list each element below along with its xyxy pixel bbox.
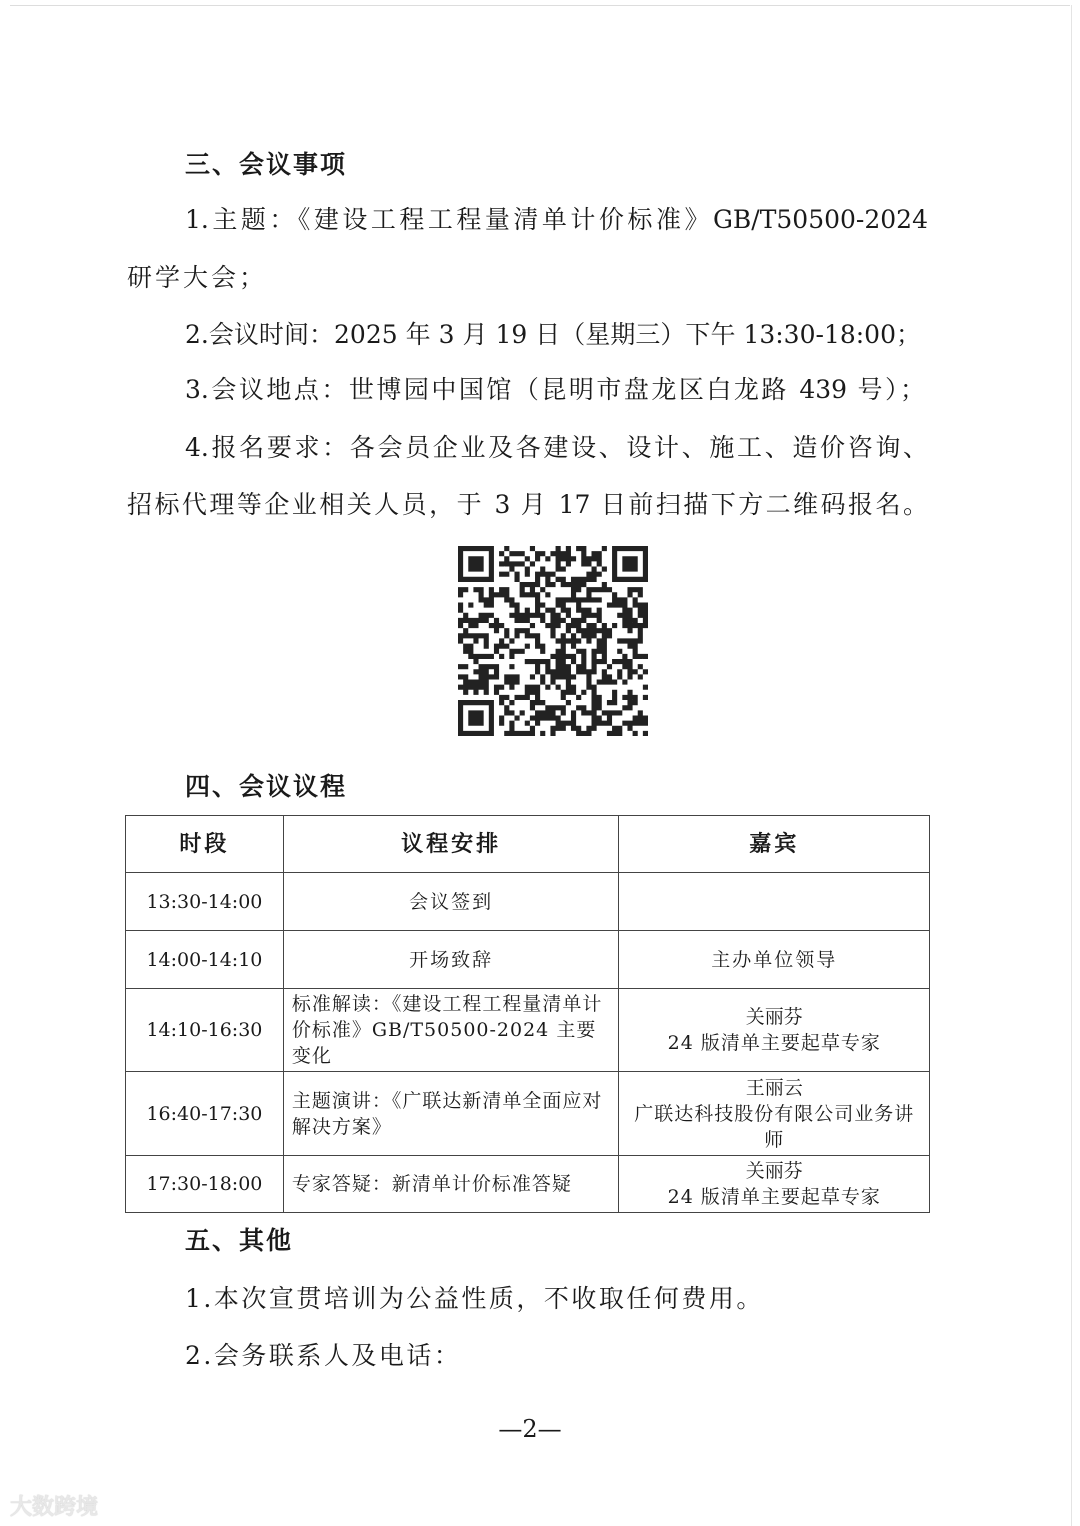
watermark-logo: 大数跨境 (10, 1495, 99, 1520)
section5-heading: 五、其他 (185, 1226, 294, 1255)
guest-title: 24 版清单主要起草专家 (667, 1186, 881, 1208)
guest-name: 关丽芬 (745, 1006, 803, 1028)
header-time: 时段 (126, 816, 284, 873)
agenda-table (125, 815, 930, 1213)
agenda-cell: 标准解读：《建设工程工程量清单计价标准》GB/T50500-2024 主要变化 (283, 989, 619, 1072)
table-row (126, 873, 930, 931)
agenda-cell: 专家答疑：新清单计价标准答疑 (283, 1156, 619, 1213)
page-border-right (1071, 5, 1072, 1526)
guest-title: 广联达科技股份有限公司业务讲师 (634, 1102, 915, 1151)
guest-cell (619, 873, 930, 931)
guest-cell (619, 989, 930, 1072)
time-cell: 13:30-14:00 (126, 873, 284, 931)
table-row (126, 989, 930, 1072)
guest-name: 王丽云 (745, 1076, 803, 1099)
guest-cell: 主办单位领导 (619, 931, 930, 989)
section5-item2: 2.会务联系人及电话： (185, 1341, 462, 1370)
table-row (126, 1072, 930, 1156)
table-row (126, 1156, 930, 1213)
guest-name: 关丽芬 (745, 1160, 803, 1182)
table-header-row (126, 816, 930, 873)
item1-line1: 1.主题：《建设工程工程量清单计价标准》GB/T50500-2024 (185, 205, 928, 234)
item2: 2.会议时间：2025 年 3 月 19 日（星期三）下午 13:30-18:00； (185, 320, 921, 349)
agenda-cell: 开场致辞 (283, 931, 619, 989)
item1-line2: 研学大会； (127, 263, 268, 292)
agenda-cell: 会议签到 (283, 873, 619, 931)
time-cell: 16:40-17:30 (126, 1072, 284, 1156)
registration-qr-code[interactable] (458, 545, 648, 737)
item3: 3.会议地点：世博园中国馆（昆明市盘龙区白龙路 439 号）； (185, 375, 925, 404)
time-cell: 17:30-18:00 (126, 1156, 284, 1213)
page-border-top (10, 5, 1070, 6)
table-row (126, 931, 930, 989)
time-cell: 14:10-16:30 (126, 989, 284, 1072)
guest-title: 24 版清单主要起草专家 (667, 1032, 881, 1054)
header-agenda: 议程安排 (283, 816, 619, 873)
item4-line2: 招标代理等企业相关人员，于 3 月 17 日前扫描下方二维码报名。 (127, 490, 928, 519)
page-number: —2— (498, 1415, 562, 1443)
item4-line1: 4.报名要求：各会员企业及各建设、设计、施工、造价咨询、 (185, 433, 928, 462)
section3-heading: 三、会议事项 (185, 150, 348, 179)
guest-cell (619, 1156, 930, 1213)
agenda-cell: 主题演讲：《广联达新清单全面应对解决方案》 (283, 1072, 619, 1156)
time-cell: 14:00-14:10 (126, 931, 284, 989)
section4-heading: 四、会议议程 (185, 772, 348, 801)
qr-modules (458, 546, 648, 736)
header-guest: 嘉宾 (619, 816, 930, 873)
guest-cell (619, 1072, 930, 1156)
section5-item1: 1.本次宣贯培训为公益性质，不收取任何费用。 (185, 1284, 764, 1313)
